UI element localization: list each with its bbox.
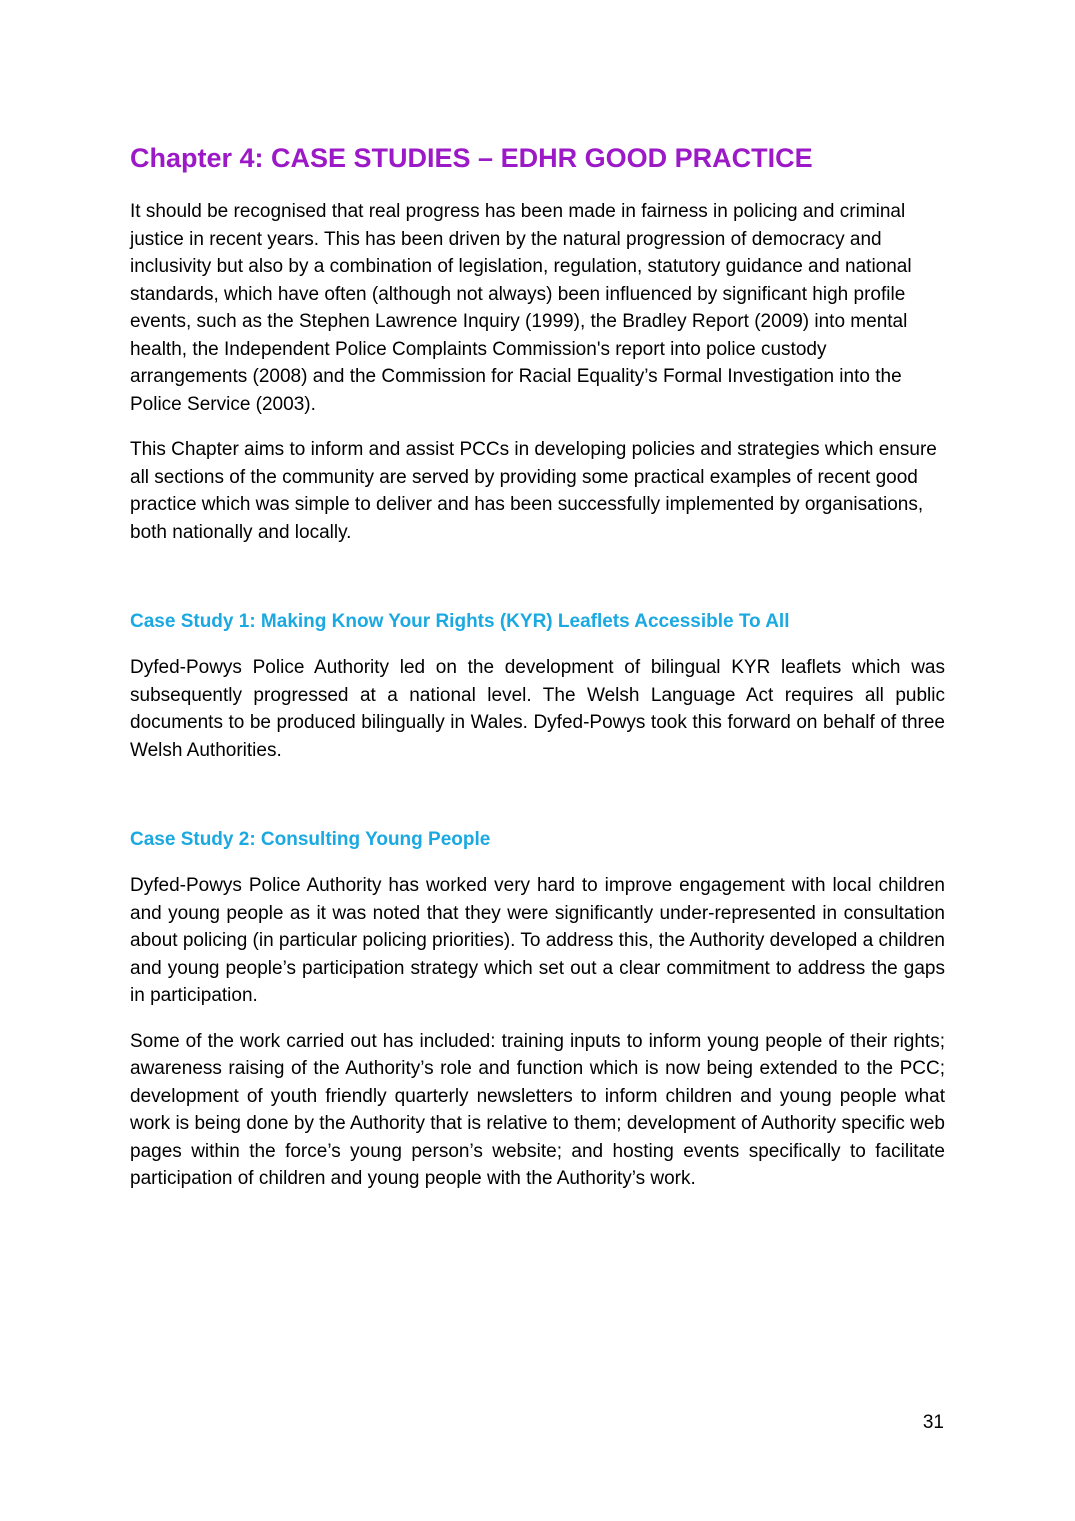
case-study-2-heading: Case Study 2: Consulting Young People — [130, 829, 491, 850]
case-study-2-paragraph-1: Dyfed-Powys Police Authority has worked very hard to improve engagement with local children and young people as it was noted that they were significantly under-represented in consultation about policing (in particular policing priorities). To address this, the Authority developed a children and young people’s participation strategy which set out a clear commitment to address the gaps in participation. — [130, 875, 945, 1006]
case-study-1-heading: Case Study 1: Making Know Your Rights (KYR) Leaflets Accessible To All — [130, 611, 790, 632]
chapter-title: Chapter 4: CASE STUDIES – EDHR GOOD PRACTICE — [130, 143, 813, 173]
document-page — [130, 140, 945, 1211]
case-study-2-paragraph-2: Some of the work carried out has included: training inputs to inform young people of their rights; awareness raising of the Authority’s role and function which is now being extended to the PCC; development of youth friendly quarterly newsletters to inform children and young people what work is being done by the Authority that is relative to them; development of Authority specific web pages within the force’s young person’s website; and hosting events specifically to facilitate participation of children and young people with the Authority’s work. — [130, 1030, 945, 1189]
intro-paragraph-2: This Chapter aims to inform and assist PCCs in developing policies and strategies which ensure all sections of the community are served by providing some practical examples of recent good practice which was simple to deliver and has been successfully implemented by organisations, both nationally and locally. — [130, 439, 937, 543]
page-number: 31 — [922, 1412, 944, 1433]
case-study-1-paragraph-1: Dyfed-Powys Police Authority led on the development of bilingual KYR leaflets which was subsequently progressed at a national level. The Welsh Language Act requires all public documents to be produced bilingually in Wales. Dyfed-Powys took this forward on behalf of three Welsh Authorities. — [130, 657, 945, 761]
intro-paragraph-1: It should be recognised that real progress has been made in fairness in policing and criminal justice in recent years. This has been driven by the natural progression of democracy and inclusivity but also by a combination of legislation, regulation, statutory guidance and national standards, which have often (although not always) been influenced by significant high profile events, such as the Stephen Lawrence Inquiry (1999), the Bradley Report (2009) into mental health, the Independent Police Complaints Commission's report into police custody arrangements (2008) and the Commission for Racial Equality’s Formal Investigation into the Police Service (2003). — [130, 201, 912, 415]
